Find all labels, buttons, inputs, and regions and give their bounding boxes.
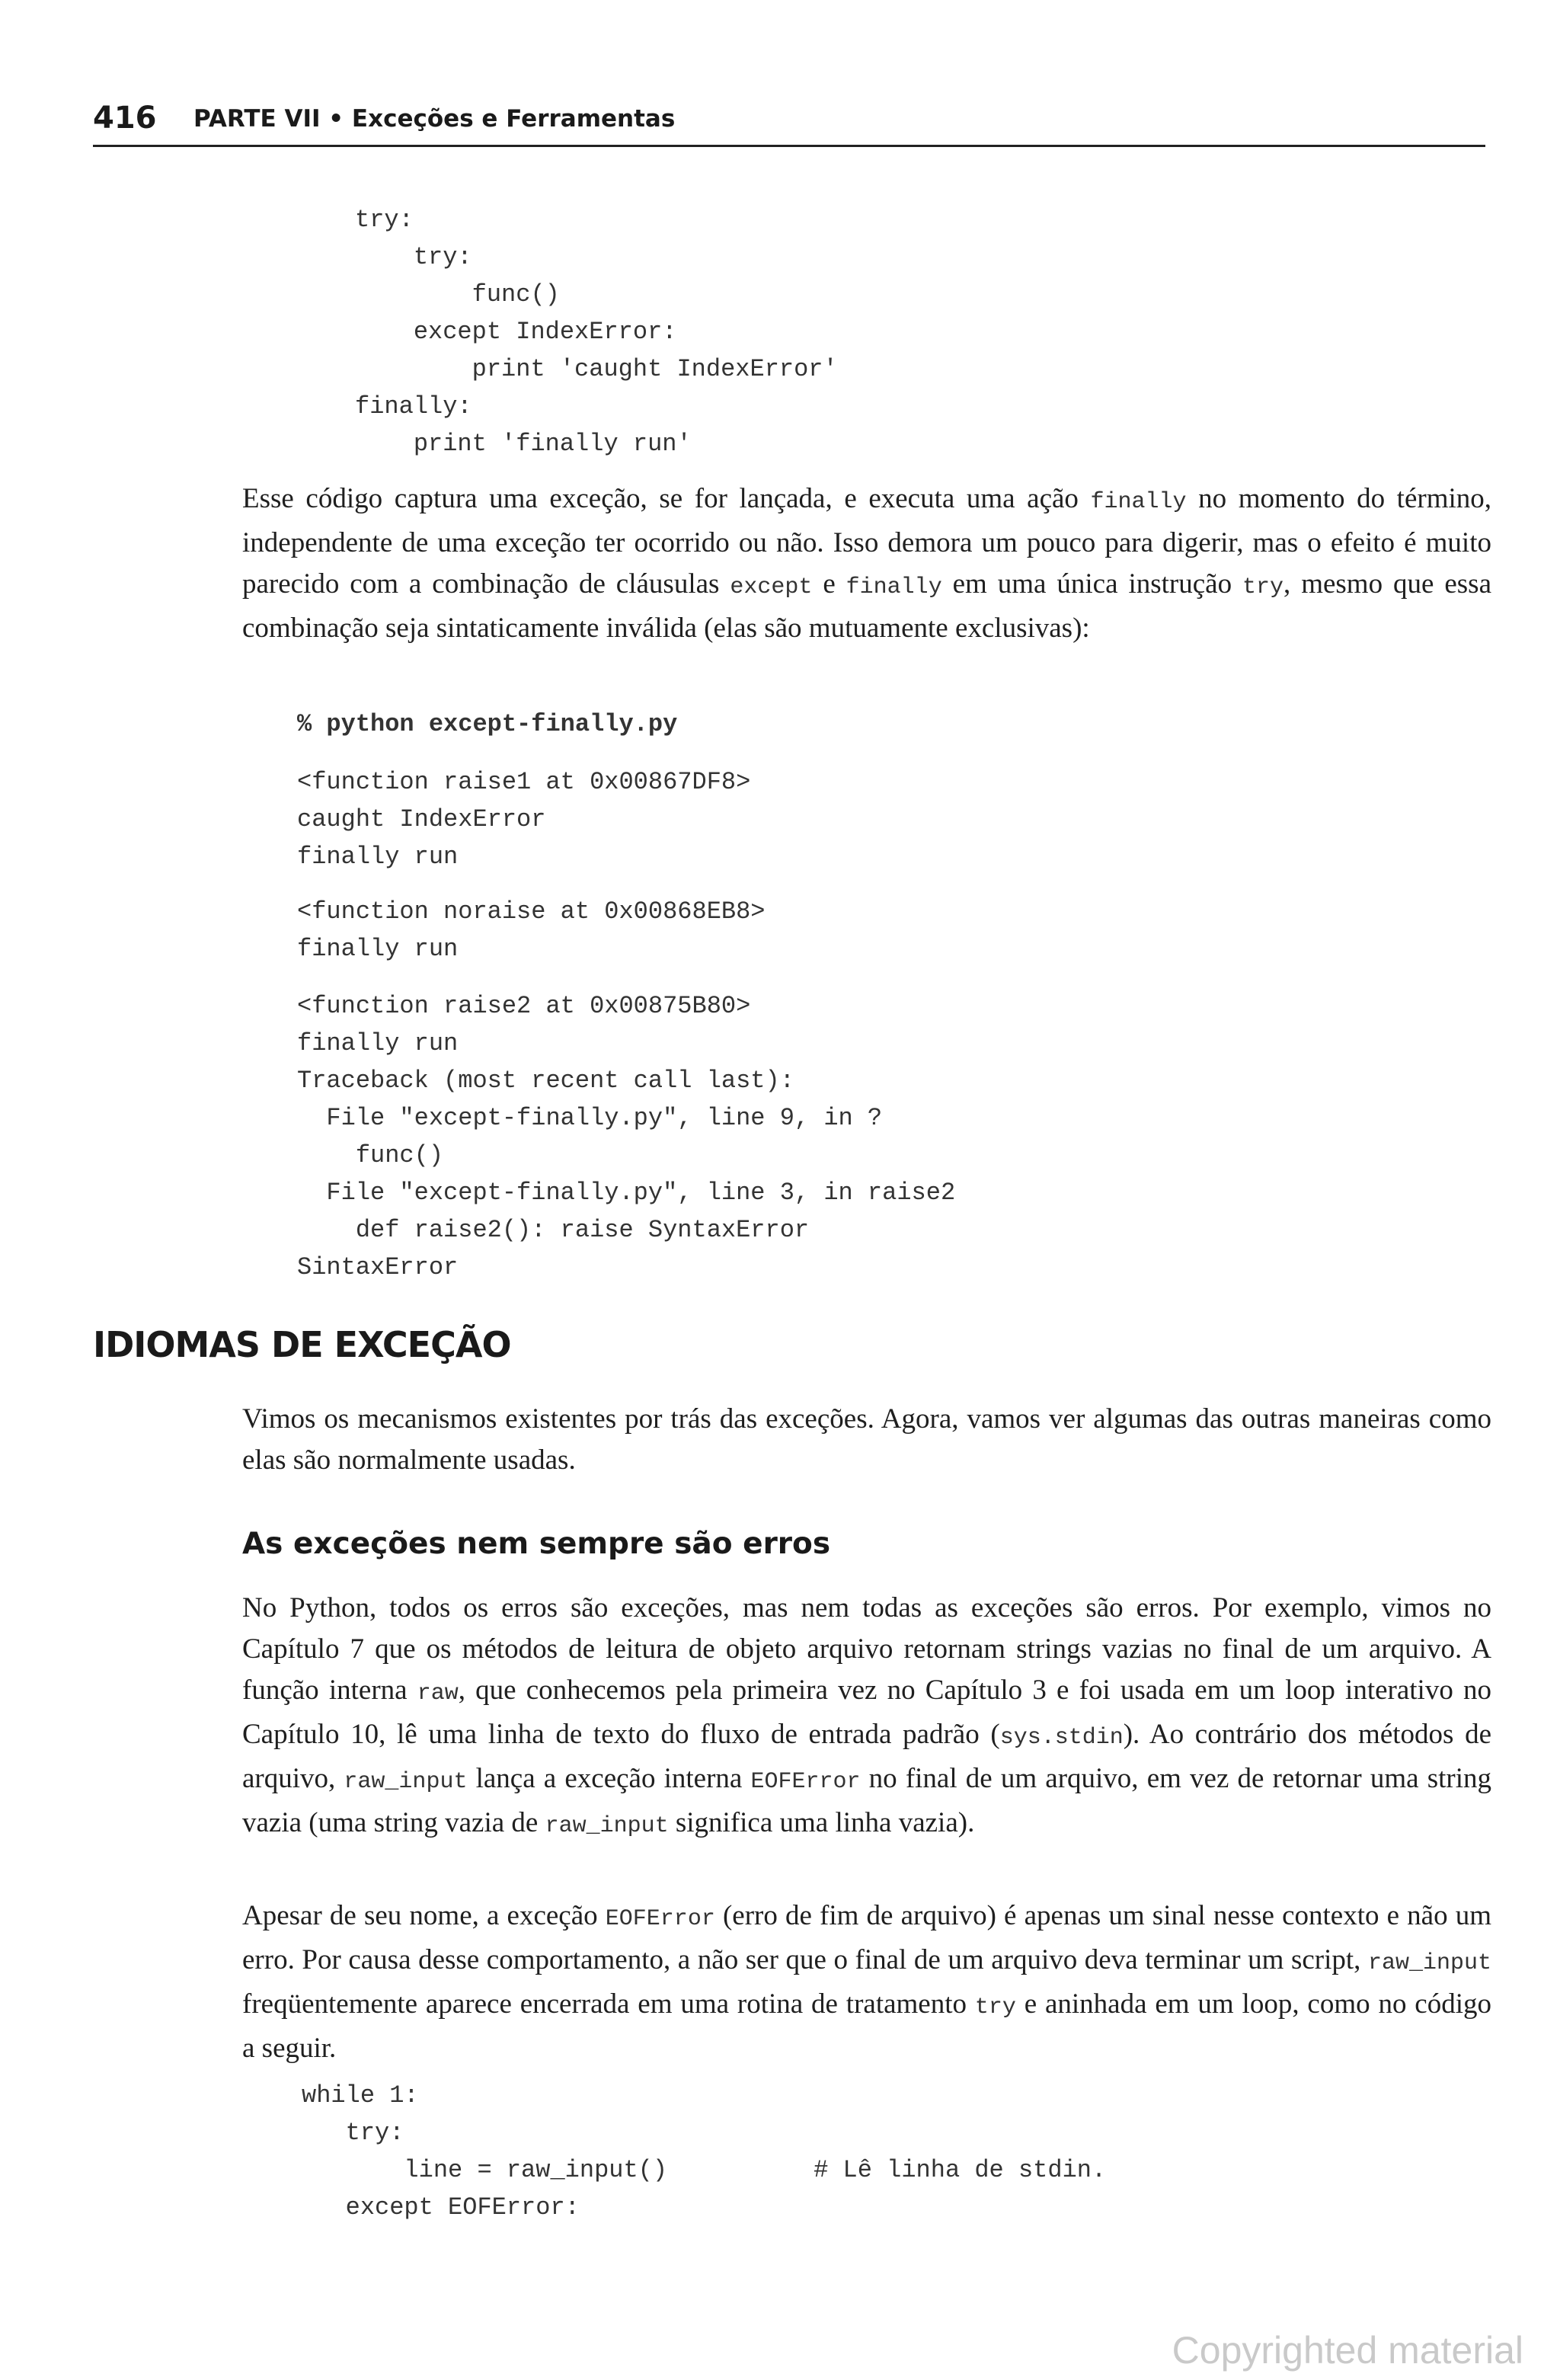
section-title: IDIOMAS DE EXCEÇÃO: [93, 1324, 511, 1365]
page-number: 416: [93, 101, 157, 136]
running-header: [93, 98, 1485, 147]
subsection-title: As exceções nem sempre são erros: [242, 1527, 831, 1561]
paragraph-finally-explanation: Esse código captura uma exceção, se for lançada, e executa uma ação finally no momento do término, independente de uma exceção ter ocorrido ou não. Isso demora um pouco para digerir, mas o efeito é muito parecido com a combinação de cláusulas except e finally em uma única instrução try, mesmo que essa combinação seja sintaticamente inválida (elas são mutuamente exclusivas):: [242, 483, 1491, 644]
output-noraise: <function noraise at 0x00868EB8> finally run: [297, 897, 766, 963]
output-raise2-traceback: <function raise2 at 0x00875B80> finally run Traceback (most recent call last): File "except-finally.py", line 9, in ? func() File "except-finally.py", line 3, in raise2 def raise2(): raise SyntaxError SintaxError: [297, 992, 956, 1281]
paragraph-eoferror: Apesar de seu nome, a exceção EOFError (erro de fim de arquivo) é apenas um sinal nesse contexto e não um erro. Por causa desse comportamento, a não ser que o final de um arquivo deva terminar um script, raw_input freqüentemente aparece encerrada em uma rotina de tratamento try e aninhada em um loop, como no código a seguir.: [242, 1900, 1491, 2064]
paragraph-intro: Vimos os mecanismos existentes por trás das exceções. Agora, vamos ver algumas das outras maneiras como elas são normalmente usadas.: [242, 1403, 1491, 1476]
copyright-watermark: Copyrighted material: [1172, 2329, 1523, 2372]
output-raise1: <function raise1 at 0x00867DF8> caught IndexError finally run: [297, 768, 751, 871]
paragraph-not-errors: No Python, todos os erros são exceções, mas nem todas as exceções são erros. Por exemplo, vimos no Capítulo 7 que os métodos de leitura de objeto arquivo retornam strings vazias no final de um arquivo. A função interna raw, que conhecemos pela primeira vez no Capítulo 3 e foi usada em um loop interativo no Capítulo 10, lê uma linha de texto do fluxo de entrada padrão (sys.stdin). Ao contrário dos métodos de arquivo, raw_input lança a exceção interna EOFError no final de um arquivo, em vez de retornar uma string vazia (uma string vazia de raw_input significa uma linha vazia).: [242, 1592, 1491, 1839]
running-title: PARTE VII • Exceções e Ferramentas: [193, 105, 676, 133]
code-block-while-loop: while 1: try: line = raw_input() # Lê linha de stdin. except EOFError:: [302, 2081, 1107, 2222]
command-line: % python except-finally.py: [297, 710, 678, 738]
code-block-try-finally: try: try: func() except IndexError: print 'caught IndexError' finally: print 'finally run': [355, 206, 838, 458]
